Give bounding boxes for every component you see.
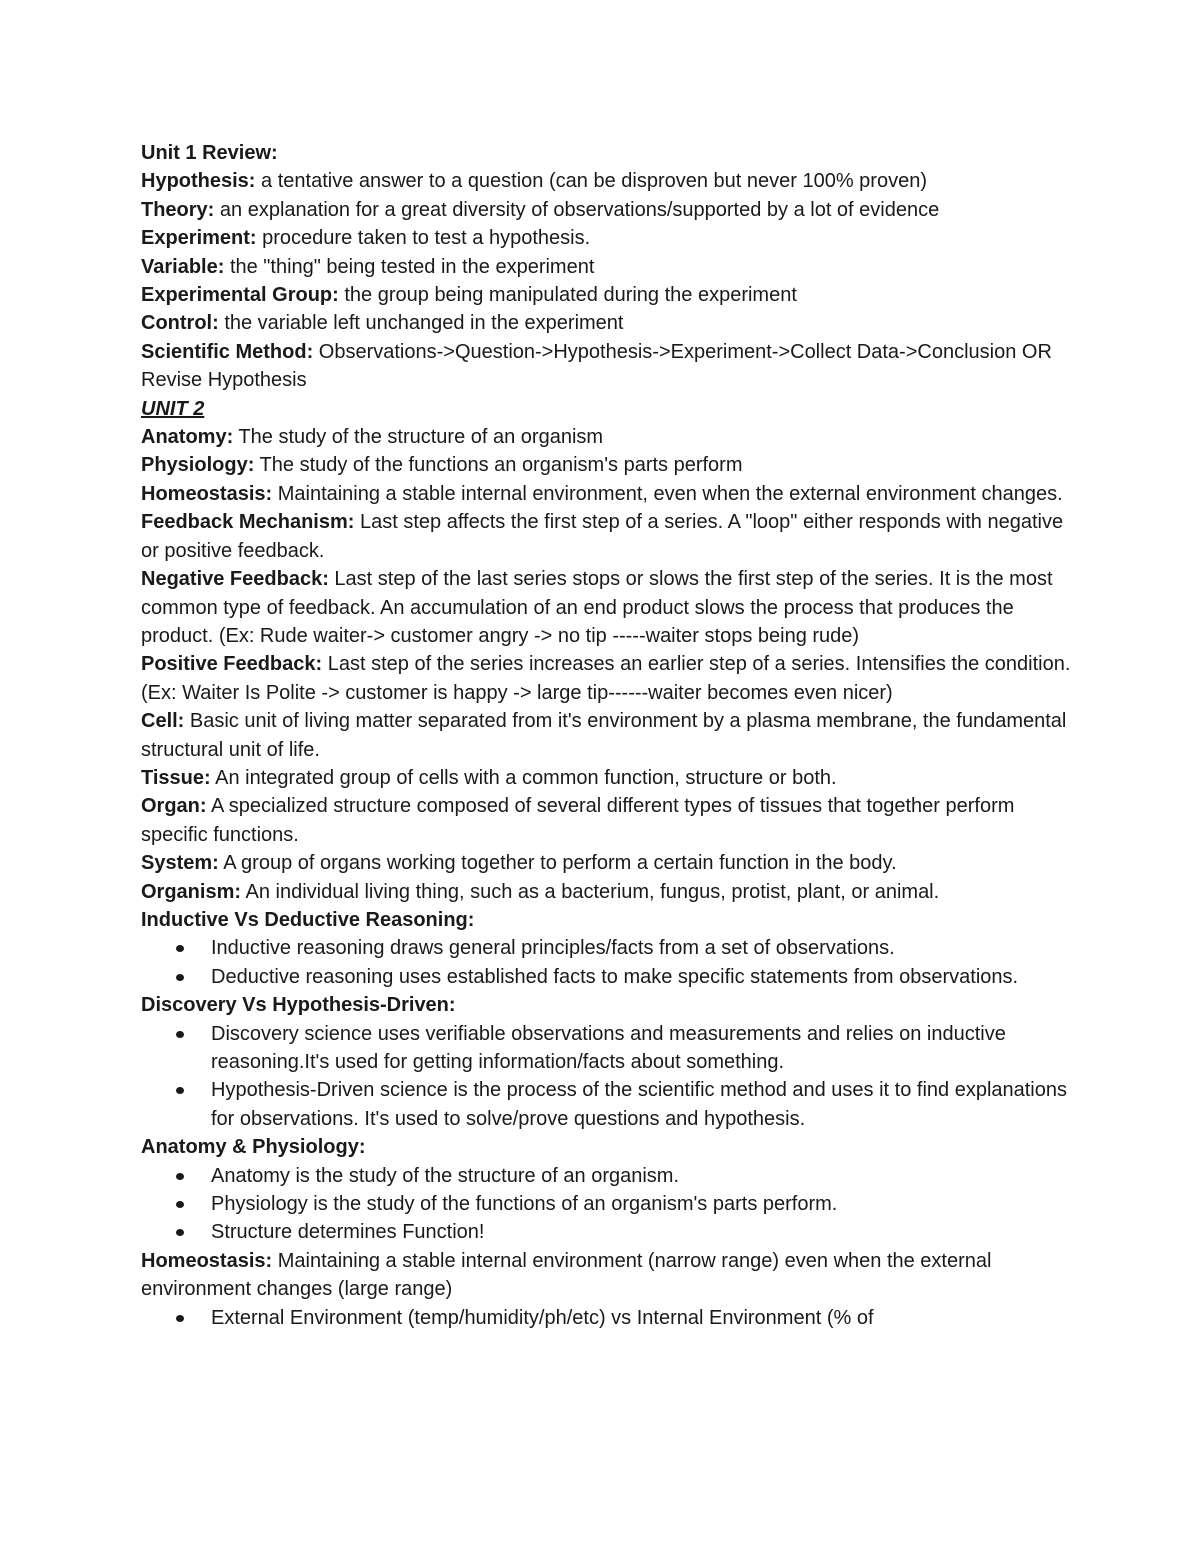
list-item-text: Discovery science uses verifiable observations and measurements and relies on inductive reasoning.It's used for getting information/facts about something. bbox=[211, 1022, 1006, 1073]
definition-text: Observations->Question->Hypothesis->Experiment->Collect Data->Conclusion OR Revise Hypothesis bbox=[141, 340, 1052, 392]
definition-text: the group being manipulated during the experiment bbox=[338, 284, 797, 307]
definition-hypothesis bbox=[141, 167, 1071, 195]
definition-system bbox=[141, 849, 1071, 877]
definition-feedback-mechanism bbox=[141, 508, 1071, 565]
term-label: Tissue: bbox=[141, 766, 211, 789]
definition-text: procedure taken to test a hypothesis. bbox=[256, 227, 591, 250]
definition-text: an explanation for a great diversity of observations/supported by a lot of evidence bbox=[214, 198, 940, 221]
term-label: System: bbox=[141, 852, 219, 875]
list-item bbox=[211, 1304, 1071, 1332]
unit1-title: Unit 1 Review: bbox=[141, 142, 278, 164]
term-label: Anatomy: bbox=[141, 426, 234, 449]
list-item-text: Physiology is the study of the functions of an organism's parts perform. bbox=[211, 1193, 838, 1216]
bullet-list-inductive-deductive bbox=[141, 934, 1071, 991]
definition-positive-feedback bbox=[141, 650, 1071, 707]
definition-anatomy bbox=[141, 423, 1071, 451]
definition-text: An individual living thing, such as a bacterium, fungus, protist, plant, or animal. bbox=[241, 880, 940, 903]
term-label: Theory: bbox=[141, 198, 215, 221]
section-heading-inductive-deductive: Inductive Vs Deductive Reasoning: bbox=[141, 908, 475, 931]
definition-text: a tentative answer to a question (can be disproven but never 100% proven) bbox=[255, 170, 927, 193]
definition-physiology bbox=[141, 451, 1071, 479]
bullet-icon bbox=[176, 945, 184, 952]
list-item bbox=[211, 934, 1071, 962]
definition-text: An integrated group of cells with a common function, structure or both. bbox=[210, 766, 837, 789]
list-item-text: Anatomy is the study of the structure of an organism. bbox=[211, 1164, 680, 1187]
list-item-text: External Environment (temp/humidity/ph/etc) vs Internal Environment (% of bbox=[211, 1306, 874, 1329]
definition-negative-feedback bbox=[141, 565, 1071, 650]
list-item-text: Deductive reasoning uses established facts to make specific statements from observations. bbox=[211, 965, 1019, 988]
definition-text: A specialized structure composed of several different types of tissues that together perform specific functions. bbox=[141, 795, 1015, 846]
term-label: Control: bbox=[141, 312, 219, 335]
bullet-icon bbox=[176, 1315, 184, 1322]
bullet-icon bbox=[176, 1031, 184, 1038]
list-item-text: Structure determines Function! bbox=[211, 1221, 485, 1244]
document-page bbox=[141, 139, 1071, 1332]
definition-text: Last step of the series increases an earlier step of a series. Intensifies the condition. (Ex: Waiter Is Polite -> customer is happy -> large tip------waiter becomes even nicer) bbox=[141, 653, 1071, 704]
definition-tissue bbox=[141, 764, 1071, 792]
term-label: Organ: bbox=[141, 795, 207, 818]
definition-text: The study of the structure of an organism bbox=[233, 426, 604, 449]
bullet-list-discovery-hypothesis bbox=[141, 1020, 1071, 1134]
section-heading-anatomy-physiology: Anatomy & Physiology: bbox=[141, 1136, 366, 1159]
definition-text: Basic unit of living matter separated from it's environment by a plasma membrane, the fundamental structural unit of life. bbox=[141, 710, 1067, 761]
definition-variable bbox=[141, 253, 1071, 281]
list-item-text: Hypothesis-Driven science is the process of the scientific method and uses it to find explanations for observations. It's used to solve/prove questions and hypothesis. bbox=[211, 1079, 1067, 1130]
term-label: Physiology: bbox=[141, 454, 255, 477]
definition-homeostasis-detailed bbox=[141, 1247, 1071, 1304]
term-label: Homeostasis: bbox=[141, 482, 273, 505]
definition-organism bbox=[141, 878, 1071, 906]
definition-text: The study of the functions an organism's parts perform bbox=[254, 454, 743, 477]
list-item bbox=[211, 1076, 1071, 1133]
list-item bbox=[211, 963, 1071, 991]
bullet-icon bbox=[176, 1229, 184, 1236]
term-label: Experiment: bbox=[141, 227, 257, 250]
term-label: Positive Feedback: bbox=[141, 653, 323, 676]
bullet-icon bbox=[176, 974, 184, 981]
list-item bbox=[211, 1190, 1071, 1218]
definition-experiment bbox=[141, 224, 1071, 252]
definition-text: A group of organs working together to perform a certain function in the body. bbox=[218, 852, 897, 875]
term-label: Variable: bbox=[141, 255, 225, 278]
unit2-title: UNIT 2 bbox=[141, 397, 205, 420]
term-label: Hypothesis: bbox=[141, 170, 256, 193]
term-label: Homeostasis: bbox=[141, 1249, 273, 1272]
definition-cell bbox=[141, 707, 1071, 764]
definition-text: Last step affects the first step of a series. A "loop" either responds with negative or positive feedback. bbox=[141, 511, 1064, 562]
bullet-icon bbox=[176, 1201, 184, 1208]
term-label: Cell: bbox=[141, 710, 185, 733]
term-label: Feedback Mechanism: bbox=[141, 511, 355, 534]
definition-experimental-group bbox=[141, 281, 1071, 309]
definition-homeostasis bbox=[141, 480, 1071, 508]
list-item bbox=[211, 1020, 1071, 1077]
definition-text: the "thing" being tested in the experiment bbox=[224, 255, 595, 278]
bullet-list-anatomy-physiology bbox=[141, 1162, 1071, 1247]
term-label: Scientific Method: bbox=[141, 340, 314, 363]
list-item-text: Inductive reasoning draws general principles/facts from a set of observations. bbox=[211, 937, 895, 960]
bullet-icon bbox=[176, 1173, 184, 1180]
definition-text: the variable left unchanged in the experiment bbox=[218, 312, 624, 335]
definition-scientific-method bbox=[141, 338, 1071, 395]
definition-organ bbox=[141, 792, 1071, 849]
bullet-list-homeostasis bbox=[141, 1304, 1071, 1332]
definition-text: Maintaining a stable internal environment, even when the external environment changes. bbox=[272, 482, 1063, 505]
definition-theory bbox=[141, 196, 1071, 224]
bullet-icon bbox=[176, 1087, 184, 1094]
section-heading-discovery-hypothesis: Discovery Vs Hypothesis-Driven: bbox=[141, 994, 456, 1017]
list-item bbox=[211, 1162, 1071, 1190]
definition-text: Last step of the last series stops or slows the first step of the series. It is the most common type of feedback. An accumulation of an end product slows the process that produces the product. (Ex: Rude waiter-> customer angry -> no tip -----waiter stops being rude) bbox=[141, 568, 1053, 647]
term-label: Organism: bbox=[141, 880, 242, 903]
list-item bbox=[211, 1218, 1071, 1246]
term-label: Experimental Group: bbox=[141, 284, 339, 307]
definition-text: Maintaining a stable internal environment (narrow range) even when the external environment changes (large range) bbox=[141, 1249, 992, 1301]
definition-control bbox=[141, 309, 1071, 337]
term-label: Negative Feedback: bbox=[141, 568, 329, 591]
